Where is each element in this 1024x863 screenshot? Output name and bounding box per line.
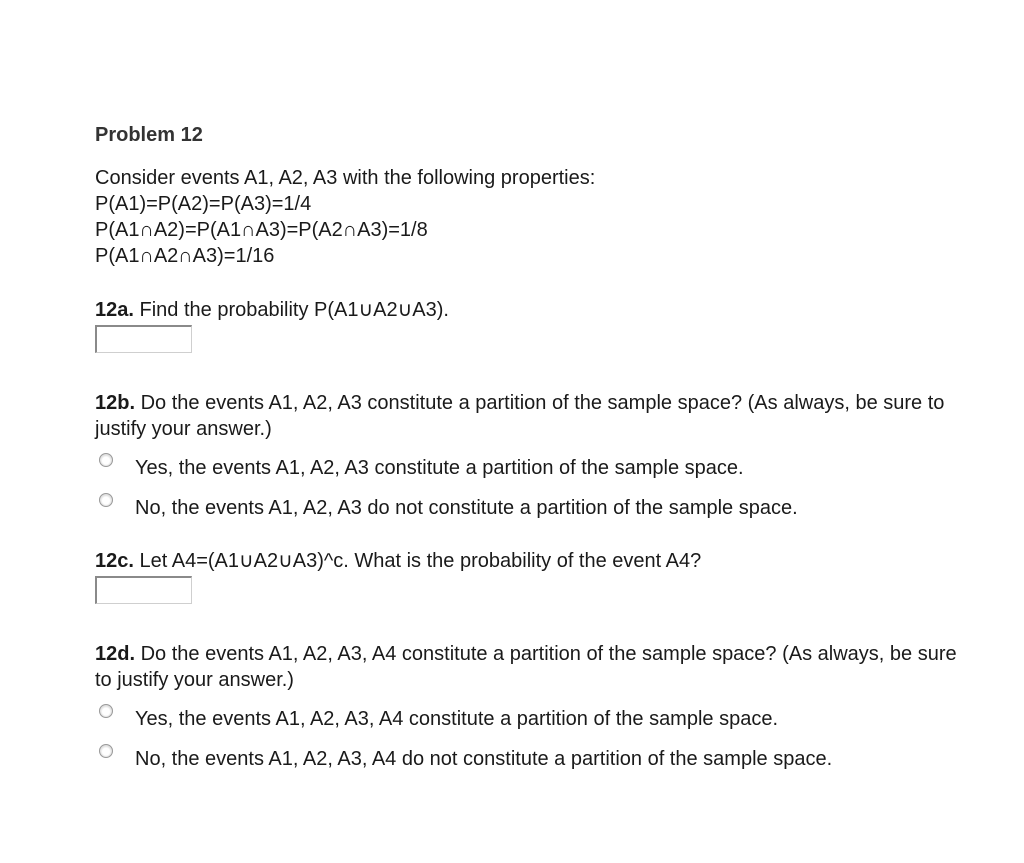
question-12c-text: Let A4=(A1∪A2∪A3)^c. What is the probability of the event A4?	[133, 550, 702, 572]
intro-line: P(A1)=P(A2)=P(A3)=1/4	[95, 193, 312, 215]
question-12b-label: 12b.	[95, 392, 136, 414]
question-12d	[95, 641, 975, 693]
radio-12d-yes[interactable]	[99, 704, 113, 718]
problem-title: Problem 12	[95, 124, 203, 146]
radio-12d-no[interactable]	[99, 744, 113, 758]
option-12d-yes[interactable]	[95, 706, 975, 736]
question-12b-text: Do the events A1, A2, A3 constitute a partition of the sample space? (As always, be sure to justify your answer.)	[95, 392, 945, 440]
question-12c	[95, 548, 975, 574]
question-12a-text: Find the probability P(A1∪A2∪A3).	[133, 299, 449, 321]
question-12d-text: Do the events A1, A2, A3, A4 constitute a partition of the sample space? (As always, be sure to justify your answer.)	[95, 643, 957, 691]
question-12c-label: 12c.	[95, 550, 134, 572]
radio-12b-no[interactable]	[99, 493, 113, 507]
option-12b-yes-label: Yes, the events A1, A2, A3 constitute a partition of the sample space.	[135, 457, 744, 479]
radio-12b-yes[interactable]	[99, 453, 113, 467]
intro-line: P(A1∩A2∩A3)=1/16	[95, 245, 275, 267]
intro-line: Consider events A1, A2, A3 with the following properties:	[95, 167, 596, 189]
option-12b-no-label: No, the events A1, A2, A3 do not constitute a partition of the sample space.	[135, 497, 798, 519]
answer-input-12a[interactable]	[95, 325, 192, 353]
problem-intro	[95, 165, 595, 269]
option-12d-yes-label: Yes, the events A1, A2, A3, A4 constitute a partition of the sample space.	[135, 708, 779, 730]
question-12d-label: 12d.	[95, 643, 136, 665]
question-12b	[95, 390, 975, 442]
option-12b-yes[interactable]	[95, 455, 975, 485]
question-12a	[95, 297, 975, 323]
option-12d-no[interactable]	[95, 746, 975, 776]
answer-input-12c[interactable]	[95, 576, 192, 604]
option-12d-no-label: No, the events A1, A2, A3, A4 do not constitute a partition of the sample space.	[135, 748, 833, 770]
question-12a-label: 12a.	[95, 299, 134, 321]
intro-line: P(A1∩A2)=P(A1∩A3)=P(A2∩A3)=1/8	[95, 219, 428, 241]
option-12b-no[interactable]	[95, 495, 975, 525]
